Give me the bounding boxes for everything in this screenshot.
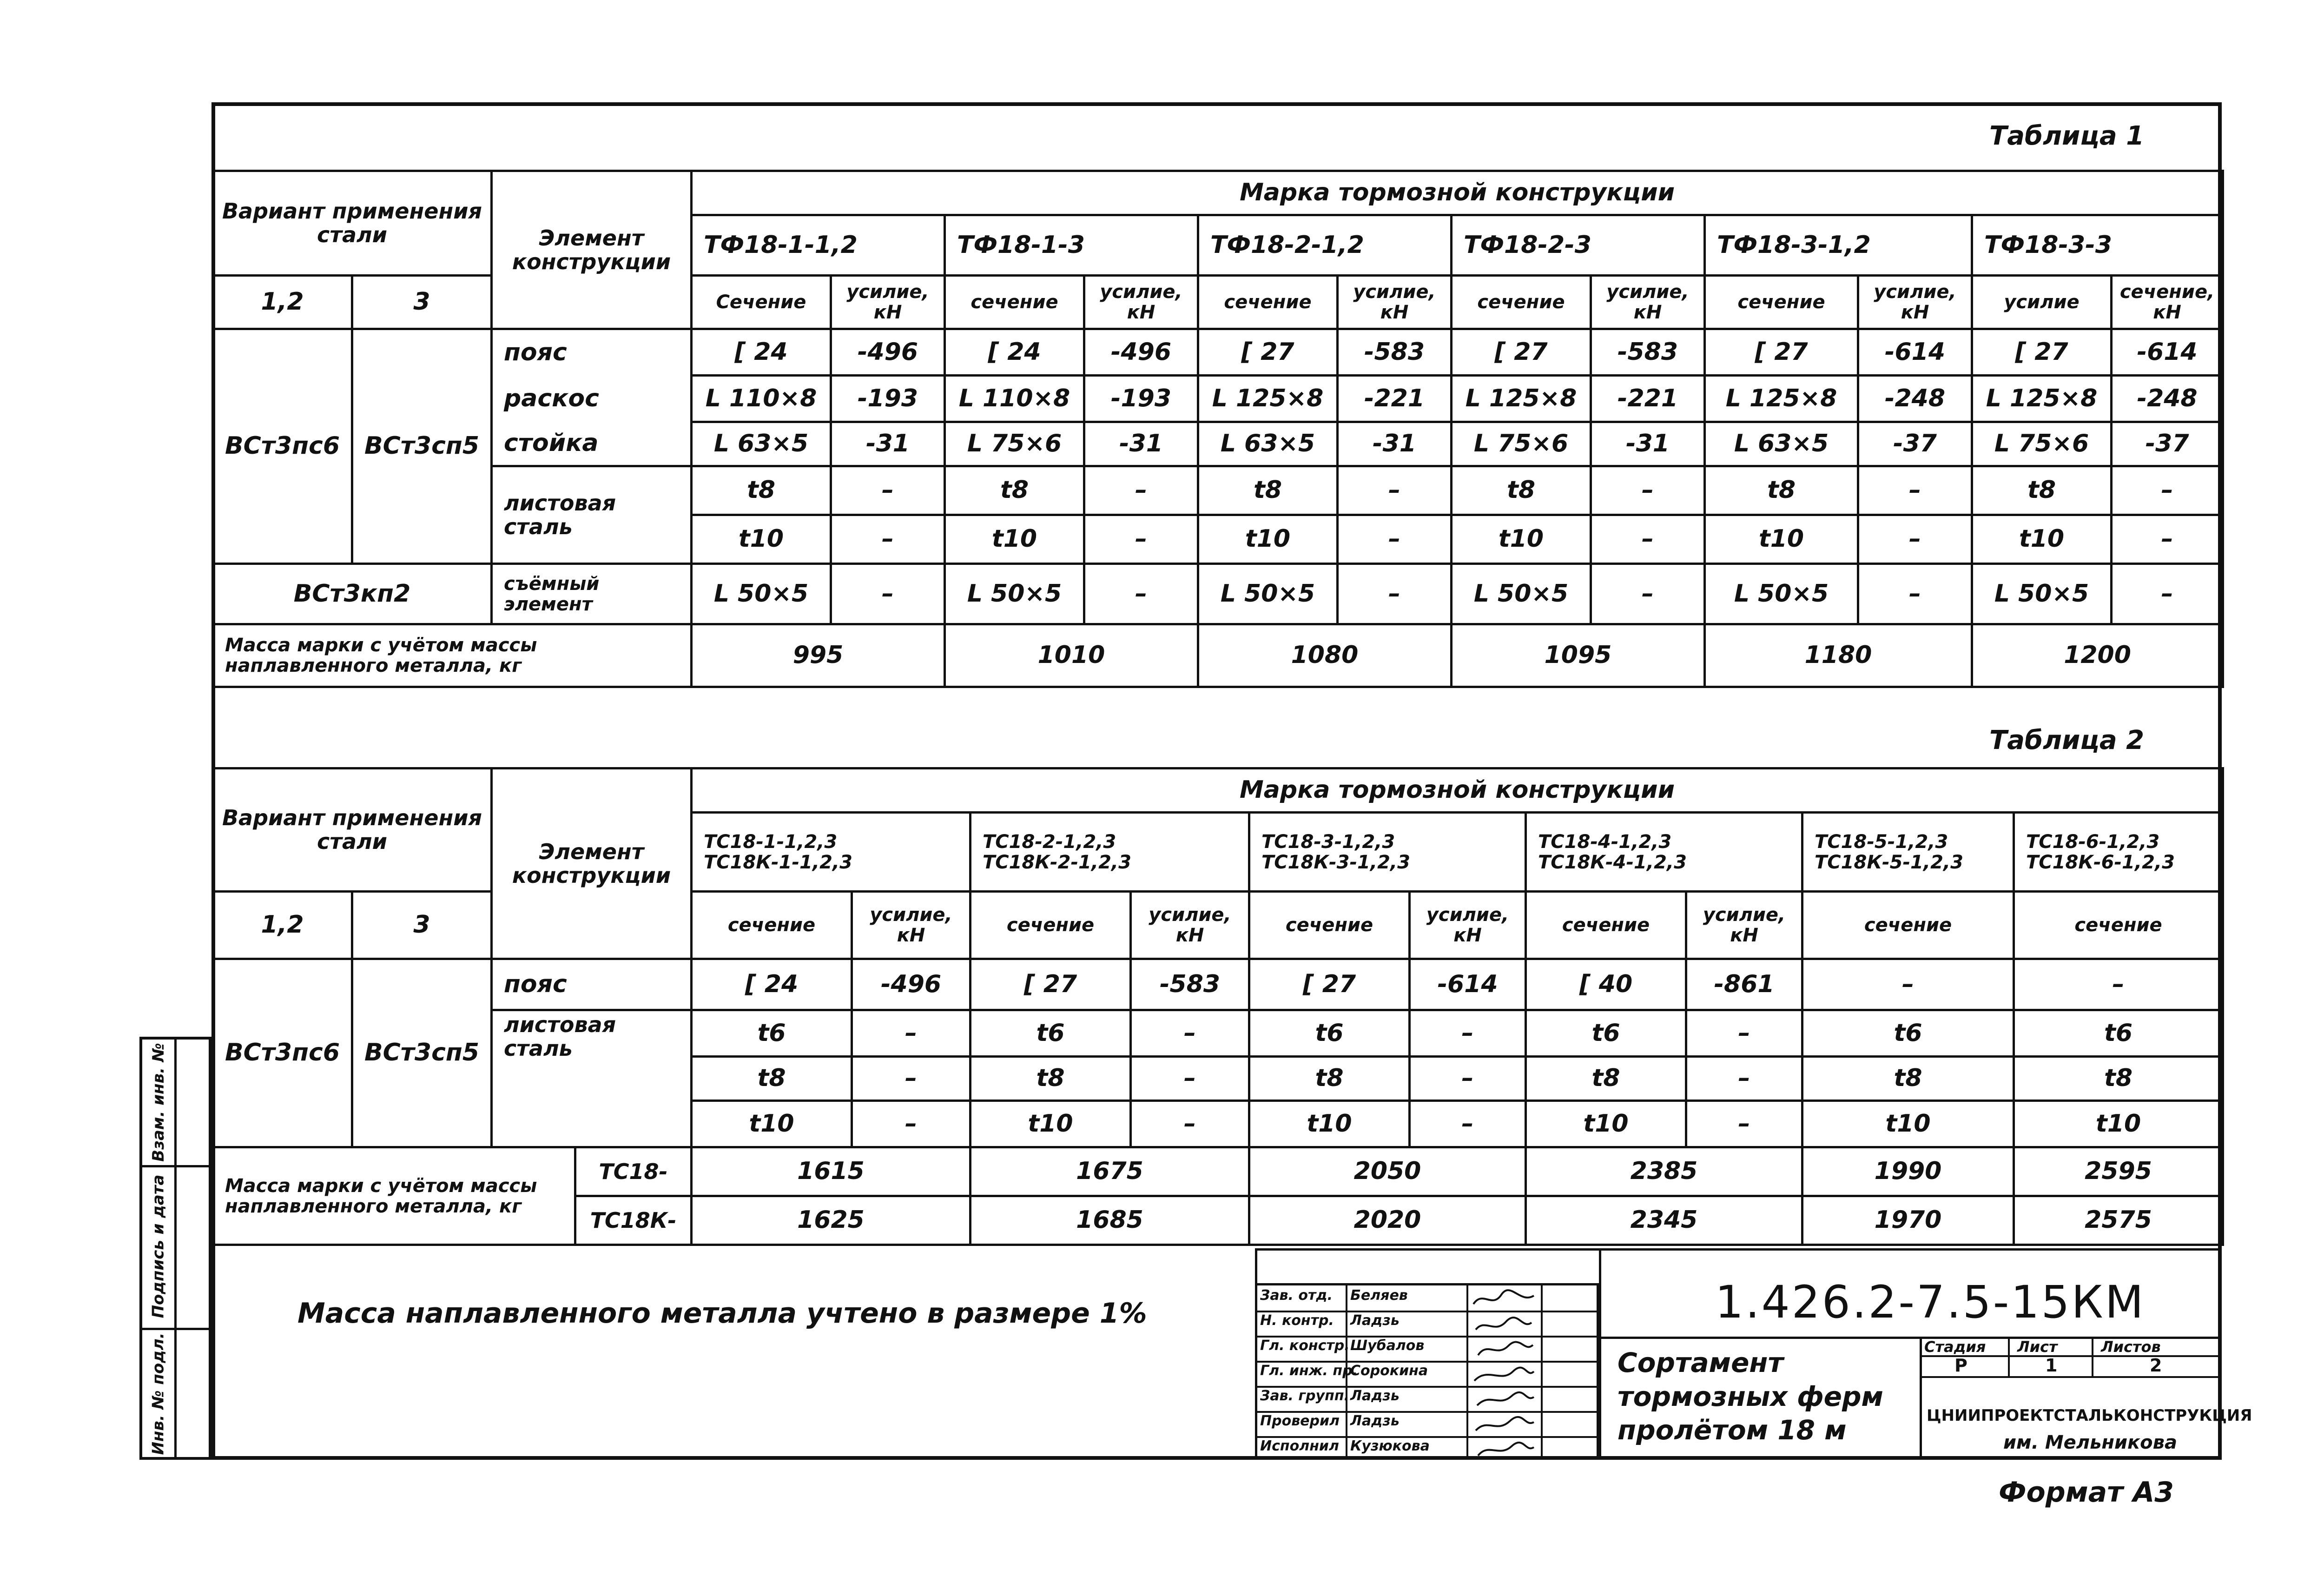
t1-sub-6: усилие, кН xyxy=(1338,276,1452,329)
t1-cell: -31 xyxy=(1591,422,1705,466)
t2-mass: 1970 xyxy=(1802,1196,2014,1245)
sheet-value: 1 xyxy=(2045,1355,2058,1376)
t2-mass-label-ts: ТС18- xyxy=(575,1147,692,1196)
t2-cell: – xyxy=(1131,1101,1249,1147)
t1-cell: -31 xyxy=(1338,422,1452,466)
t1-cell: t10 xyxy=(692,515,831,564)
side-label-inventory: Инв. № подл. xyxy=(149,1332,168,1455)
t1-sub-12: сечение, кН xyxy=(2112,276,2223,329)
t1-sub-1: Сечение xyxy=(692,276,831,329)
sig-role: Зав. отд. xyxy=(1260,1287,1333,1304)
t1-element-belt: пояс xyxy=(492,329,692,376)
t2-cell: -496 xyxy=(852,959,971,1010)
t1-cell: – xyxy=(1338,515,1452,564)
t2-cell: t8 xyxy=(1526,1057,1686,1101)
t1-sub-9: сечение xyxy=(1705,276,1858,329)
t1-cell: [ 27 xyxy=(1452,329,1591,376)
sig-name: Ладзь xyxy=(1350,1312,1400,1329)
t1-steel-12: ВСт3пс6 xyxy=(213,329,352,564)
t1-cell: -496 xyxy=(831,329,945,376)
t1-cell: t8 xyxy=(945,466,1084,515)
t2-mass: 2385 xyxy=(1526,1147,1802,1196)
t1-cell: [ 24 xyxy=(945,329,1084,376)
side-cell-inventory xyxy=(142,1328,174,1460)
t2-mark-4-tsk: ТС18К-4-1,2,3 xyxy=(1538,851,1687,873)
t1-mark-3: ТФ18-2-1,2 xyxy=(1198,215,1452,276)
t1-mark-5: ТФ18-3-1,2 xyxy=(1705,215,1972,276)
t2-cell: – xyxy=(1410,1010,1526,1057)
side-label-replacement: Взам. инв. № xyxy=(149,1043,168,1162)
t1-cell: – xyxy=(2112,515,2223,564)
t1-cell: -583 xyxy=(1591,329,1705,376)
t2-cell: t10 xyxy=(692,1101,852,1147)
t1-cell: t10 xyxy=(1972,515,2112,564)
sig-role: Гл. инж. пр. xyxy=(1260,1363,1358,1379)
t2-mark-3-tsk: ТС18К-3-1,2,3 xyxy=(1261,851,1410,873)
t1-element-brace: раскос xyxy=(492,376,692,422)
t2-cell: – xyxy=(1686,1101,1802,1147)
t2-sub-7: сечение xyxy=(1526,892,1686,959)
t1-cell: – xyxy=(2112,564,2223,624)
t2-mass: 1990 xyxy=(1802,1147,2014,1196)
t2-cell: [ 27 xyxy=(1249,959,1410,1010)
t2-header-variant: Вариант применения стали xyxy=(213,768,492,892)
t1-variant-12: 1,2 xyxy=(213,276,352,329)
t1-cell: L 63×5 xyxy=(692,422,831,466)
document-title: Сортамент тормозных ферм пролётом 18 м xyxy=(1618,1347,1883,1446)
t2-mark-3 xyxy=(1249,813,1526,892)
t2-cell: [ 40 xyxy=(1526,959,1686,1010)
t1-cell: – xyxy=(1338,466,1452,515)
sheet-label: Лист xyxy=(2017,1338,2058,1356)
t2-cell: – xyxy=(852,1010,971,1057)
sheets-value: 2 xyxy=(2150,1355,2162,1376)
t1-cell: t8 xyxy=(1452,466,1591,515)
side-strip-labels xyxy=(142,1040,177,1457)
t2-mass: 2575 xyxy=(2014,1196,2223,1245)
document-code: 1.426.2-7.5-15КМ xyxy=(1715,1276,2146,1328)
t2-mark-2-tsk: ТС18К-2-1,2,3 xyxy=(983,851,1131,873)
t2-mass: 1685 xyxy=(971,1196,1249,1245)
t1-cell: L 75×6 xyxy=(1972,422,2112,466)
t2-cell: – xyxy=(1802,959,2014,1010)
sig-row xyxy=(1257,1285,1597,1312)
t1-variant-3: 3 xyxy=(352,276,492,329)
t1-header-mark: Марка тормозной конструкции xyxy=(692,171,2223,215)
t2-cell: t8 xyxy=(1249,1057,1410,1101)
side-value-replacement xyxy=(177,1040,209,1167)
t2-sub-10: сечение xyxy=(2014,892,2223,959)
t2-mass: 1675 xyxy=(971,1147,1249,1196)
t1-mass: 1095 xyxy=(1452,624,1705,687)
t1-cell: -31 xyxy=(1084,422,1198,466)
t1-cell: [ 27 xyxy=(1705,329,1858,376)
t1-cell: – xyxy=(1084,564,1198,624)
t2-mass: 2345 xyxy=(1526,1196,1802,1245)
t1-cell: t10 xyxy=(1705,515,1858,564)
t2-sub-5: сечение xyxy=(1249,892,1410,959)
t2-mark-1-ts: ТС18-1-1,2,3 xyxy=(704,831,838,853)
t2-element-belt: пояс xyxy=(492,959,692,1010)
mass-note: Масса наплавленного металла учтено в размере 1% xyxy=(297,1297,1147,1330)
t2-cell: – xyxy=(1686,1057,1802,1101)
t2-sub-1: сечение xyxy=(692,892,852,959)
t1-cell: – xyxy=(1338,564,1452,624)
t2-cell: [ 24 xyxy=(692,959,852,1010)
t2-cell: t10 xyxy=(1249,1101,1410,1147)
t1-cell: – xyxy=(2112,466,2223,515)
t2-cell: t10 xyxy=(1802,1101,2014,1147)
t1-mark-2: ТФ18-1-3 xyxy=(945,215,1198,276)
t2-cell: t6 xyxy=(692,1010,852,1057)
t2-mark-2 xyxy=(971,813,1249,892)
t1-mass: 1080 xyxy=(1198,624,1452,687)
t1-cell: [ 27 xyxy=(1198,329,1338,376)
signature-table xyxy=(1255,1283,1599,1460)
side-value-signature xyxy=(177,1165,209,1330)
t2-mark-5-ts: ТС18-5-1,2,3 xyxy=(1815,831,1948,853)
t1-cell: -193 xyxy=(831,376,945,422)
t1-cell: t8 xyxy=(1705,466,1858,515)
t2-steel-3: ВСт3сп5 xyxy=(352,959,492,1147)
side-strip-values xyxy=(177,1040,209,1457)
stage-label: Стадия xyxy=(1924,1338,1986,1356)
sig-name: Беляев xyxy=(1350,1287,1408,1304)
t1-mass: 1180 xyxy=(1705,624,1972,687)
sig-row xyxy=(1257,1386,1597,1413)
t2-header-element: Элемент конструкции xyxy=(492,768,692,959)
t1-cell: – xyxy=(831,515,945,564)
t2-sub-6: усилие, кН xyxy=(1410,892,1526,959)
t1-sub-2: усилие, кН xyxy=(831,276,945,329)
t2-cell: t6 xyxy=(1802,1010,2014,1057)
t1-sub-10: усилие, кН xyxy=(1858,276,1972,329)
t2-mass-label-tsk: ТС18К- xyxy=(575,1196,692,1245)
table2 xyxy=(211,767,2224,1246)
t1-cell: -248 xyxy=(1858,376,1972,422)
t2-sub-4: усилие, кН xyxy=(1131,892,1249,959)
t1-mark-1: ТФ18-1-1,2 xyxy=(692,215,945,276)
t1-cell: t8 xyxy=(1198,466,1338,515)
sig-name: Кузюкова xyxy=(1350,1438,1430,1454)
sig-role: Гл. констр. xyxy=(1260,1338,1350,1354)
side-cell-signature xyxy=(142,1165,174,1330)
t2-mark-6-ts: ТС18-6-1,2,3 xyxy=(2026,831,2160,853)
sig-name: Шубалов xyxy=(1350,1338,1425,1354)
t1-cell: t8 xyxy=(692,466,831,515)
t2-cell: -583 xyxy=(1131,959,1249,1010)
t2-mark-6 xyxy=(2014,813,2223,892)
t1-cell: L 50×5 xyxy=(1452,564,1591,624)
t2-sub-8: усилие, кН xyxy=(1686,892,1802,959)
t2-mark-5 xyxy=(1802,813,2014,892)
t2-cell: -614 xyxy=(1410,959,1526,1010)
t1-steel-3: ВСт3сп5 xyxy=(352,329,492,564)
t2-cell: – xyxy=(852,1101,971,1147)
side-strip xyxy=(139,1037,211,1460)
t1-cell: t10 xyxy=(1452,515,1591,564)
t2-mark-4-ts: ТС18-4-1,2,3 xyxy=(1538,831,1672,853)
t1-cell: L 110×8 xyxy=(692,376,831,422)
t1-cell: – xyxy=(1591,515,1705,564)
t1-sub-3: сечение xyxy=(945,276,1084,329)
t1-mass-label: Масса марки с учётом массы наплавленного металла, кг xyxy=(213,624,692,687)
t1-cell: – xyxy=(1591,466,1705,515)
sig-role: Н. контр. xyxy=(1260,1312,1334,1329)
t2-mass: 2020 xyxy=(1249,1196,1526,1245)
t1-cell: L 50×5 xyxy=(1198,564,1338,624)
t1-cell: -31 xyxy=(831,422,945,466)
t1-cell: L 75×6 xyxy=(945,422,1084,466)
sig-role: Проверил xyxy=(1260,1413,1340,1429)
t1-cell: – xyxy=(1858,515,1972,564)
t1-cell: t10 xyxy=(945,515,1084,564)
t1-cell: – xyxy=(831,466,945,515)
sig-name: Ладзь xyxy=(1350,1413,1400,1429)
t2-mark-2-ts: ТС18-2-1,2,3 xyxy=(983,831,1116,853)
t1-header-element: Элемент конструкции xyxy=(492,171,692,329)
t2-sub-2: усилие, кН xyxy=(852,892,971,959)
t1-cell: [ 27 xyxy=(1972,329,2112,376)
t1-cell: L 63×5 xyxy=(1705,422,1858,466)
sig-role: Исполнил xyxy=(1260,1438,1339,1454)
t1-cell: – xyxy=(1084,515,1198,564)
t1-cell: -583 xyxy=(1338,329,1452,376)
sig-row xyxy=(1257,1411,1597,1438)
t2-cell: -861 xyxy=(1686,959,1802,1010)
t1-cell: – xyxy=(831,564,945,624)
t1-sub-7: сечение xyxy=(1452,276,1591,329)
t1-mass: 995 xyxy=(692,624,945,687)
t2-steel-12: ВСт3пс6 xyxy=(213,959,352,1147)
sheets-label: Листов xyxy=(2101,1338,2161,1356)
t1-cell: – xyxy=(1591,564,1705,624)
t1-mark-6: ТФ18-3-3 xyxy=(1972,215,2223,276)
t1-cell: -614 xyxy=(1858,329,1972,376)
t1-sub-8: усилие, кН xyxy=(1591,276,1705,329)
sig-row xyxy=(1257,1361,1597,1388)
sig-row xyxy=(1257,1336,1597,1363)
signature-scribbles xyxy=(1469,1285,1538,1460)
t2-cell: t8 xyxy=(1802,1057,2014,1101)
t2-mass-label: Масса марки с учётом массы наплавленного металла, кг xyxy=(213,1147,575,1245)
t2-mass: 2595 xyxy=(2014,1147,2223,1196)
t1-cell: -193 xyxy=(1084,376,1198,422)
table1 xyxy=(211,170,2224,688)
paper-format: Формат А3 xyxy=(1999,1476,2174,1509)
t2-mark-3-ts: ТС18-3-1,2,3 xyxy=(1261,831,1395,853)
t2-cell: – xyxy=(852,1057,971,1101)
t2-cell: – xyxy=(2014,959,2223,1010)
t1-sub-11: усилие xyxy=(1972,276,2112,329)
organization-subtitle: им. Мельникова xyxy=(2003,1432,2177,1453)
t2-cell: t6 xyxy=(1526,1010,1686,1057)
t1-cell: -614 xyxy=(2112,329,2223,376)
t2-mark-4 xyxy=(1526,813,1802,892)
t1-element-post: стойка xyxy=(492,422,692,466)
t2-cell: – xyxy=(1410,1057,1526,1101)
t1-cell: -37 xyxy=(2112,422,2223,466)
t2-cell: t10 xyxy=(971,1101,1131,1147)
t1-cell: -221 xyxy=(1338,376,1452,422)
t2-mass: 2050 xyxy=(1249,1147,1526,1196)
t1-cell: -37 xyxy=(1858,422,1972,466)
t1-cell: L 75×6 xyxy=(1452,422,1591,466)
table2-caption: Таблица 2 xyxy=(1989,725,2145,755)
t2-cell: – xyxy=(1686,1010,1802,1057)
organization-name: ЦНИИПРОЕКТСТАЛЬКОНСТРУКЦИЯ xyxy=(1927,1406,2252,1425)
t1-cell: L 50×5 xyxy=(1705,564,1858,624)
sig-name: Сорокина xyxy=(1350,1363,1428,1379)
table1-caption: Таблица 1 xyxy=(1989,121,2145,151)
t2-cell: – xyxy=(1131,1010,1249,1057)
t2-cell: – xyxy=(1410,1101,1526,1147)
t2-cell: t6 xyxy=(2014,1010,2223,1057)
t2-cell: t6 xyxy=(1249,1010,1410,1057)
t1-cell: t10 xyxy=(1198,515,1338,564)
t1-cell: -221 xyxy=(1591,376,1705,422)
t1-cell: L 63×5 xyxy=(1198,422,1338,466)
t2-cell: – xyxy=(1131,1057,1249,1101)
t1-cell: L 50×5 xyxy=(945,564,1084,624)
t1-sub-5: сечение xyxy=(1198,276,1338,329)
sig-name: Ладзь xyxy=(1350,1388,1400,1404)
t1-header-variant: Вариант применения стали xyxy=(213,171,492,276)
side-value-inventory xyxy=(177,1328,209,1460)
sig-row xyxy=(1257,1311,1597,1338)
t1-element-sheet: листовая сталь xyxy=(492,466,692,564)
t2-mark-1-tsk: ТС18К-1-1,2,3 xyxy=(704,851,852,873)
t2-mark-6-tsk: ТС18К-6-1,2,3 xyxy=(2026,851,2175,873)
t2-cell: [ 27 xyxy=(971,959,1131,1010)
t1-cell: L 125×8 xyxy=(1705,376,1858,422)
t1-cell: – xyxy=(1858,564,1972,624)
t1-cell: L 110×8 xyxy=(945,376,1084,422)
t2-mark-5-tsk: ТС18К-5-1,2,3 xyxy=(1815,851,1963,873)
t2-cell: t8 xyxy=(692,1057,852,1101)
t1-cell: L 125×8 xyxy=(1198,376,1338,422)
side-label-signature: Подпись и дата xyxy=(149,1174,168,1318)
t1-cell: L 50×5 xyxy=(1972,564,2112,624)
t2-mass: 1625 xyxy=(692,1196,971,1245)
t1-mass: 1010 xyxy=(945,624,1198,687)
t1-mark-4: ТФ18-2-3 xyxy=(1452,215,1705,276)
t2-cell: t10 xyxy=(1526,1101,1686,1147)
t1-cell: L 50×5 xyxy=(692,564,831,624)
t1-element-removable: съёмный элемент xyxy=(492,564,692,624)
t1-cell: L 125×8 xyxy=(1972,376,2112,422)
t2-header-mark: Марка тормозной конструкции xyxy=(692,768,2223,813)
t1-cell: -248 xyxy=(2112,376,2223,422)
sig-role: Зав. групп. xyxy=(1260,1388,1349,1404)
t1-cell: – xyxy=(1084,466,1198,515)
t1-sub-4: усилие, кН xyxy=(1084,276,1198,329)
t1-cell: -496 xyxy=(1084,329,1198,376)
t2-mass: 1615 xyxy=(692,1147,971,1196)
t1-mass: 1200 xyxy=(1972,624,2223,687)
side-cell-replacement xyxy=(142,1040,174,1167)
t2-sub-9: сечение xyxy=(1802,892,2014,959)
t1-cell: – xyxy=(1858,466,1972,515)
t1-cell: L 125×8 xyxy=(1452,376,1591,422)
t2-cell: t8 xyxy=(2014,1057,2223,1101)
t2-mark-1 xyxy=(692,813,971,892)
t2-element-sheet: листовая сталь xyxy=(492,1010,692,1147)
t1-cell: t8 xyxy=(1972,466,2112,515)
t1-cell: [ 24 xyxy=(692,329,831,376)
t1-steel-kp: ВСт3кп2 xyxy=(213,564,492,624)
sig-row xyxy=(1257,1436,1597,1460)
t2-cell: t10 xyxy=(2014,1101,2223,1147)
t2-variant-3: 3 xyxy=(352,892,492,959)
t2-sub-3: сечение xyxy=(971,892,1131,959)
t2-cell: t8 xyxy=(971,1057,1131,1101)
stage-value: Р xyxy=(1954,1355,1967,1376)
t2-cell: t6 xyxy=(971,1010,1131,1057)
t2-variant-12: 1,2 xyxy=(213,892,352,959)
